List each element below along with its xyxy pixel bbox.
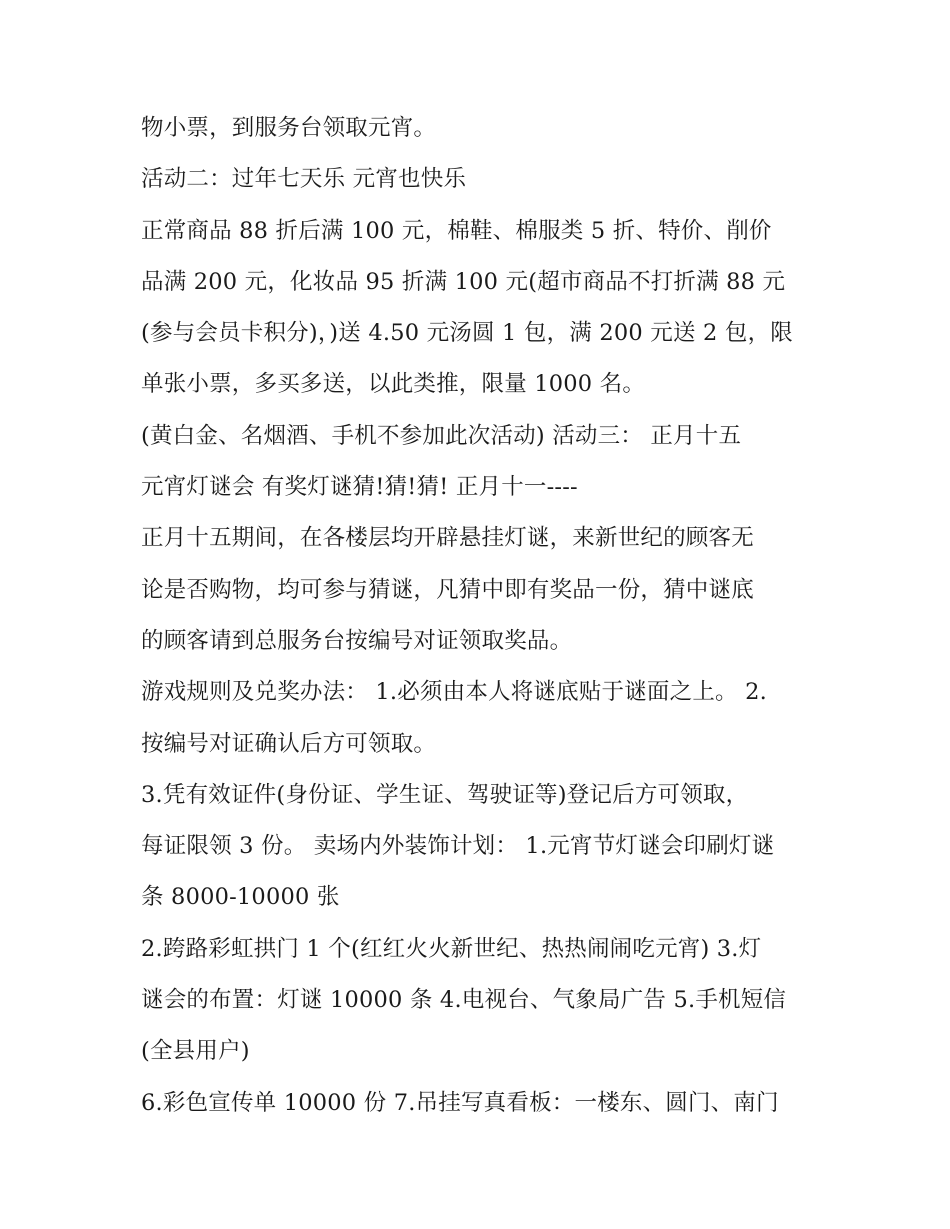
- text-line: (全县用户): [141, 1038, 250, 1065]
- text-line: 活动二：过年七天乐 元宵也快乐: [141, 166, 467, 193]
- document-body: [141, 108, 841, 1134]
- text-line: 谜会的布置：灯谜 10000 条 4.电视台、气象局广告 5.手机短信: [141, 987, 787, 1014]
- text-line: 物小票，到服务台领取元宵。: [141, 115, 437, 141]
- text-line: 品满 200 元，化妆品 95 折满 100 元(超市商品不打折满 88 元: [141, 268, 786, 295]
- text-line: 正月十五期间，在各楼层均开辟悬挂灯谜，来新世纪的顾客无: [141, 525, 754, 552]
- text-line: 论是否购物，均可参与猜谜，凡猜中即有奖品一份，猜中谜底: [141, 576, 754, 603]
- text-line: 6.彩色宣传单 10000 份 7.吊挂写真看板：一楼东、圆门、南门: [141, 1089, 779, 1116]
- text-line: 单张小票，多买多送，以此类推，限量 1000 名。: [141, 371, 646, 398]
- text-line: 每证限领 3 份。 卖场内外装饰计划： 1.元宵节灯谜会印刷灯谜: [141, 833, 775, 860]
- text-line: (参与会员卡积分)，)送 4.50 元汤圆 1 包，满 200 元送 2 包，限: [141, 320, 793, 347]
- text-line: 条 8000-10000 张: [141, 884, 340, 911]
- text-line: (黄白金、名烟酒、手机不参加此次活动) 活动三： 正月十五: [141, 422, 742, 449]
- text-line: 正常商品 88 折后满 100 元，棉鞋、棉服类 5 折、特价、削价: [141, 217, 772, 244]
- text-line: 元宵灯谜会 有奖灯谜猜!猜!猜! 正月十一----: [141, 474, 578, 501]
- text-line: 的顾客请到总服务台按编号对证领取奖品。: [141, 627, 573, 654]
- text-line: 游戏规则及兑奖办法： 1.必须由本人将谜底贴于谜面之上。 2.: [141, 679, 767, 706]
- text-line: 2.跨路彩虹拱门 1 个(红红火火新世纪、热热闹闹吃元宵) 3.灯: [141, 935, 762, 962]
- text-line: 按编号对证确认后方可领取。: [141, 730, 437, 757]
- text-line: 3.凭有效证件(身份证、学生证、驾驶证等)登记后方可领取，: [141, 781, 749, 808]
